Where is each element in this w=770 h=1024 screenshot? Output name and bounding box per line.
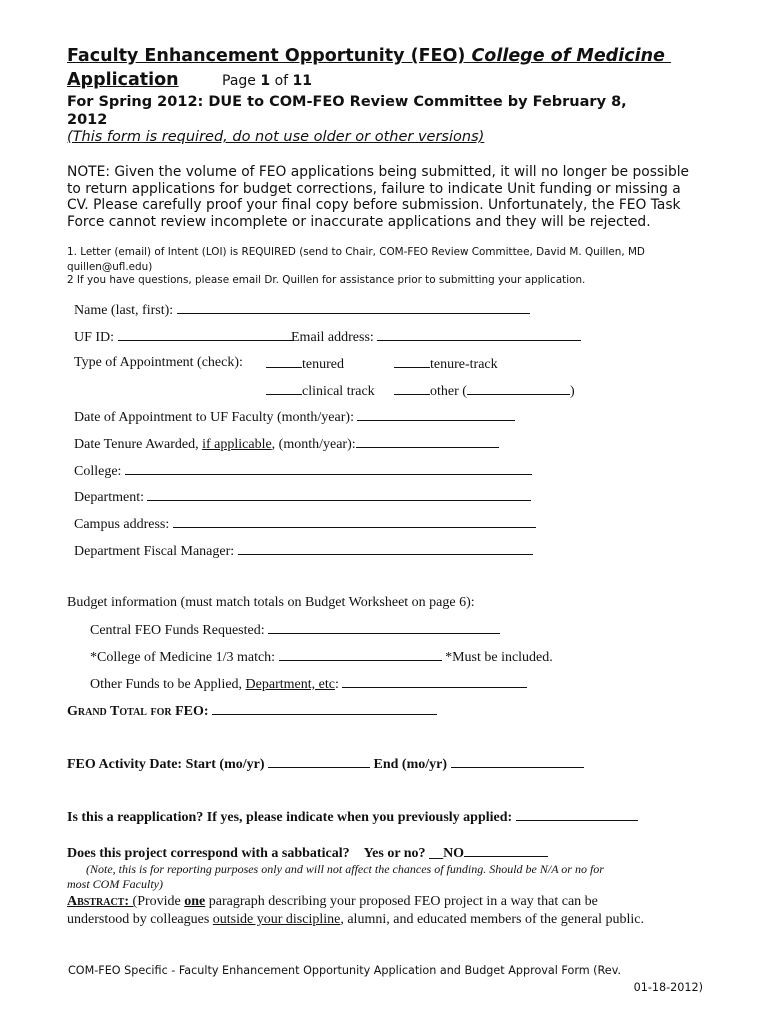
title-part2: College of Medicine [471,46,665,66]
page-total: 11 [292,73,312,89]
footer-line-1: COM-FEO Specific - Faculty Enhancement Opportunity Application and Budget Approval Form (Rev. [68,964,621,977]
other-funds-pre: Other Funds to be Applied, [90,677,243,692]
fiscal-field[interactable] [238,542,533,555]
com-match-label: *College of Medicine 1/3 match: [90,650,276,665]
tenure-track-check[interactable] [394,355,430,368]
abstract-line2-pre: understood by colleagues [67,912,213,927]
other-funds-dept: Department, etc [245,677,335,692]
central-field[interactable] [268,621,500,634]
sabbatical-yes-no: Yes or no? [363,846,426,861]
grand-total-field[interactable] [212,702,437,715]
form-title [67,46,671,66]
must-include-note: *Must be included. [445,650,553,665]
option-tenure-track[interactable] [394,355,498,373]
note-line-2: to return applications for budget corrections, failure to indicate Unit funding or missing a [67,181,681,197]
date-appointment-field[interactable] [357,408,515,421]
department-label: Department: [74,490,144,505]
campus-label: Campus address: [74,517,170,532]
option-other[interactable] [394,382,575,400]
central-row [90,621,500,639]
name-row [74,301,530,319]
clinical-label: clinical track [302,384,375,399]
date-tenure-if: if applicable [202,437,272,452]
title-line2 [67,70,179,90]
other-field[interactable] [467,382,570,395]
grand-total-row [67,702,437,720]
sabbatical-note-2: most COM Faculty) [67,877,163,891]
page-prefix: Page [222,73,256,89]
other-funds-field[interactable] [342,675,527,688]
abstract-text-one: one [184,894,206,909]
abstract-line2-post: , alumni, and educated members of the general public. [340,912,644,927]
activity-row [67,755,584,773]
option-tenured[interactable] [266,355,344,373]
college-label: College: [74,464,122,479]
activity-start-field[interactable] [268,755,370,768]
date-tenure-post: , (month/year): [271,437,356,452]
date-tenure-pre: Date Tenure Awarded, [74,437,199,452]
page-current: 1 [260,73,271,89]
department-field[interactable] [147,488,531,501]
other-close: ) [569,384,575,399]
abstract-text-pre: Provide [137,894,185,909]
note-line-3: CV. Please carefully proof your final copy before submission. Unfortunately, the FEO Task [67,197,681,213]
abstract-row-2 [67,912,644,928]
note-line-1: NOTE: Given the volume of FEO applications being submitted, it will no longer be possible [67,164,690,180]
instruction-line-2: quillen@ufl.edu) [67,261,153,273]
sabbatical-answer[interactable]: __NO [429,846,465,861]
ufid-label: UF ID: [74,330,115,345]
tenure-track-label: tenure-track [430,357,498,372]
page-indicator [222,73,312,89]
sabbatical-note-1: (Note, this is for reporting purposes only and will not affect the chances of funding. Should be N/A or no for [86,862,604,876]
activity-end-field[interactable] [451,755,584,768]
com-match-field[interactable] [279,648,442,661]
date-tenure-field[interactable] [356,435,499,448]
budget-heading: Budget information (must match totals on Budget Worksheet on page 6): [67,595,475,610]
due-line-2: 2012 [67,112,108,128]
footer-line-2: 01-18-2012) [633,981,703,994]
sabbatical-field[interactable] [464,844,548,857]
reapplication-row [67,808,638,826]
fiscal-label: Department Fiscal Manager: [74,544,235,559]
ufid-row [74,328,294,346]
college-field[interactable] [125,462,532,475]
tenured-label: tenured [302,357,344,372]
abstract-line2-underlined: outside your discipline [212,912,341,927]
email-field[interactable] [377,328,581,341]
sabbatical-question: Does this project correspond with a sabbatical? [67,846,350,861]
instruction-line-3: 2 If you have questions, please email Dr. Quillen for assistance prior to submitting your application. [67,274,586,286]
grand-total-colon: : [203,704,209,719]
required-note: (This form is required, do not use older or other versions) [67,129,485,145]
com-match-row [90,648,553,666]
other-label: other ( [430,384,467,399]
due-line-1: For Spring 2012: DUE to COM-FEO Review Committee by February 8, [67,94,627,110]
option-clinical[interactable] [266,382,375,400]
college-row [74,462,532,480]
campus-row [74,515,536,533]
fiscal-row [74,542,533,560]
name-field[interactable] [177,301,530,314]
email-label: Email address: [291,330,374,345]
abstract-row-1 [67,894,598,910]
grand-total-label: Grand Total for FEO [67,704,204,719]
ufid-field[interactable] [118,328,294,341]
other-funds-post: : [334,677,339,692]
email-row [291,328,581,346]
title-application: Application [67,70,179,90]
abstract-open-paren: ( [129,894,138,909]
other-funds-row [90,675,527,693]
clinical-check[interactable] [266,382,302,395]
other-check[interactable] [394,382,430,395]
central-label: Central FEO Funds Requested: [90,623,265,638]
date-tenure-row [74,435,499,453]
campus-field[interactable] [173,515,536,528]
sabbatical-row [67,844,548,862]
appointment-label: Type of Appointment (check): [74,355,243,370]
date-appointment-row [74,408,515,426]
reapplication-question: Is this a reapplication? If yes, please indicate when you previously applied: [67,810,513,825]
instruction-line-1: 1. Letter (email) of Intent (LOI) is REQUIRED (send to Chair, COM-FEO Review Committee, David M. Quillen, MD [67,246,645,258]
activity-start-label: FEO Activity Date: Start (mo/yr) [67,757,265,772]
page-of: of [274,73,289,89]
abstract-label: Abstract: [67,894,130,909]
name-label: Name (last, first): [74,303,174,318]
title-part1: Faculty Enhancement Opportunity (FEO) [67,46,466,66]
abstract-text-mid: paragraph describing your proposed FEO project in a way that can be [205,894,598,909]
date-appointment-label: Date of Appointment to UF Faculty (month/year): [74,410,354,425]
activity-end-label: End (mo/yr) [373,757,447,772]
tenured-check[interactable] [266,355,302,368]
department-row [74,488,531,506]
note-line-4: Force cannot review incomplete or inaccurate applications and they will be rejected. [67,214,651,230]
reapplication-field[interactable] [516,808,638,821]
